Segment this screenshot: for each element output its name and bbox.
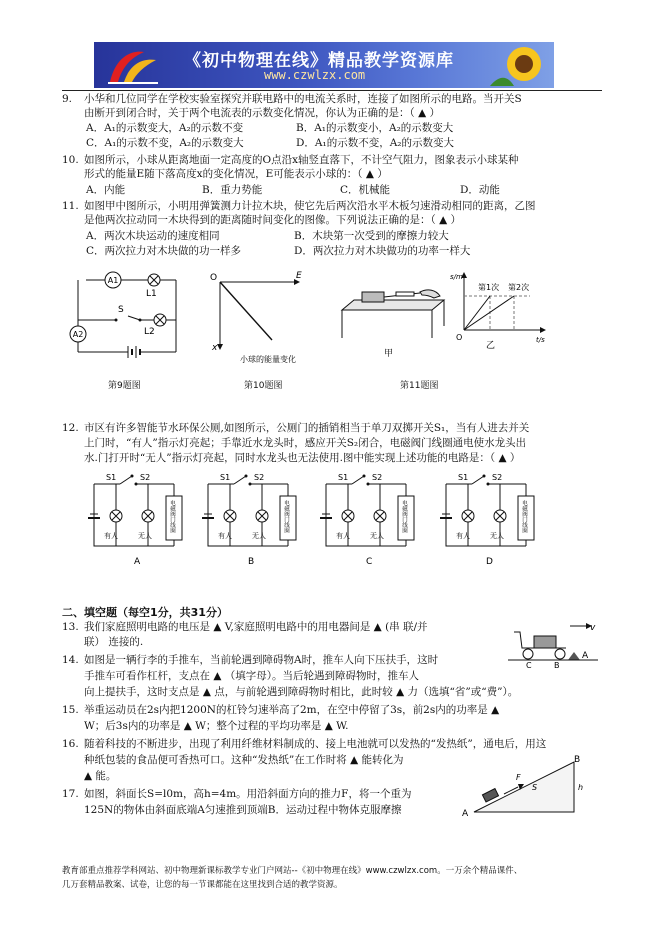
svg-text:A2: A2 [72,330,84,339]
valve-coil-label: 电磁阀门线圈 [283,500,289,533]
option-d: D．动能 [460,184,500,196]
lamp-vacant-label: 无人 [370,532,384,540]
question-13: 13. 我们家庭照明电路的电压是 ▲ V,家庭照明电路中的用电器间是 ▲ (串 联/并 联） 连接的. [62,621,428,648]
switch-s2-label: S2 [140,473,151,482]
option-c: C．两次拉力对木块做的功一样多 [86,245,242,257]
question-text: 我们家庭照明电路的电压是 ▲ V,家庭照明电路中的用电器间是 ▲ (串 联/并 [84,621,428,633]
question-14: 14. 如图是一辆行李的手推车，当前轮遇到障碍物A时，推车人向下压扶手，这时 手推车可看作杠杆，支点在 ▲ （填字母）。当后轮遇到障碍物时，推车人 向上提扶手，这时支点是 ▲ 点，与前轮遇到障碍物时相比，此时较 ▲ 力（选填“省”或“费”）。 [62,654,519,698]
label-yi: 乙 [486,341,496,351]
lamp-vacant [374,510,386,522]
switch-s2-label: S2 [372,473,383,482]
option-b: B．重力势能 [202,184,263,196]
origin-label: O [210,273,218,283]
switch-s2-label: S2 [254,473,265,482]
label-a: A [462,809,469,819]
question-text: 水.门打开时“无人”指示灯亮起，同时水龙头也无法使用.图中能实现上述功能的电路是：（ ▲ ） [84,452,521,464]
lamp-vacant-label: 无人 [490,532,504,540]
svg-text:L1: L1 [146,289,157,299]
switch-s1-label: S1 [338,473,349,482]
circuit-b [200,470,306,568]
lamp-occupied-label: 有人 [336,532,350,540]
figure-11-apparatus [336,280,448,364]
figure-10-graph [206,268,316,366]
question-9: 9. 小华和几位同学在学校实验室探究并联电路中的电流关系时，连接了如图所示的电路。当开关S 由断开到闭合时，关于两个电流表的示数变化情况，你认为正确的是：（ ▲ ） A．A₁的示数变大，A₂的示数不变 B．A₁的示数变小，A₂的示数变大 C．A₁的示数不变，A₂的示数变大 D．A₁的示数不变，A₂的示数变大 [62,93,522,149]
legend-second: 第2次 [508,283,530,292]
origin-label: O [456,333,463,342]
footer-line-1: 教育部重点推荐学科网站、初中物理新课标教学专业门户网站--《初中物理在线》www.czwlzx.com。一万余个精品课件、 [62,866,523,876]
lamp-occupied-label: 有人 [218,532,232,540]
question-text: 小华和几位同学在学校实验室探究并联电路中的电流关系时，连接了如图所示的电路。当开关S [84,93,522,105]
svg-text:L2: L2 [144,327,155,337]
option-c: C．机械能 [340,184,391,196]
lamp-vacant [142,510,154,522]
figure-17-incline [460,754,590,822]
label-a: A [582,651,589,661]
figure-11-caption: 第11题图 [400,381,439,391]
question-text: ▲ 能。 [84,770,117,782]
s-axis-label: s/m [450,273,463,281]
circuit-c [318,470,424,568]
lamp-occupied-label: 有人 [104,532,118,540]
ammeter-a1 [105,272,121,288]
circuit-d [438,470,544,568]
question-11: 11. 如图甲中图所示，小明用弹簧测力计拉木块，使它先后两次沿水平木板匀速滑动相同的距离，乙图 是他两次拉动同一木块得到的距离随时间变化的图像。下列说法正确的是：（ ▲ ） A．两次木块运动的速度相同 B．木块第一次受到的摩擦力较大 C．两次拉力对木块做的功一样多 D．两次拉力对木块做功的功率一样大 [62,200,536,257]
circuit-option-label: A [134,557,141,567]
lamp-vacant [256,510,268,522]
valve-coil-label: 电磁阀门线圈 [401,500,407,533]
header-banner [94,42,554,88]
lamp-occupied-label: 有人 [456,532,470,540]
length-label: S [532,783,538,792]
lamp-l2 [144,314,166,337]
figure-14-hand-truck [508,618,600,668]
question-text: 是他两次拉动同一木块得到的距离随时间变化的图像。下列说法正确的是：（ ▲ ） [84,214,461,226]
lamp-occupied [224,510,236,522]
circuit-option-label: C [366,557,373,567]
header-rule [62,90,602,91]
lamp-occupied [110,510,122,522]
question-text: 如图，斜面长S=l0m，高h=4m。用沿斜面方向的推力F，将一个重为 [84,788,412,800]
svg-text:A1: A1 [107,276,119,285]
lamp-occupied [342,510,354,522]
force-label: F [516,773,521,782]
question-text: 联） 连接的. [84,636,144,648]
switch-s1-label: S1 [220,473,231,482]
logo-icon [102,46,172,86]
question-text: 手推车可看作杠杆，支点在 ▲ （填字母）。当后轮遇到障碍物时，推车人 [84,670,419,682]
footer-line-2: 几万套精品教案、试卷，让您的每一节课都能在这里找到合适的教学资源。 [62,880,343,890]
svg-text:S: S [118,305,124,315]
question-10: 10. 如图所示，小球从距离地面一定高度的O点沿x轴竖直落下，不计空气阻力，图象表示小球某种 形式的能量E随下落高度x的变化情况，E可能表示小球的：（ ▲ ） A．内能 B．重力势能 C．机械能 D．动能 [62,154,519,196]
option-a: A．内能 [86,184,126,196]
label-jia: 甲 [384,349,394,359]
question-text: W；后3s内的功率是 ▲ W；整个过程的平均功率是 ▲ W. [84,720,349,732]
circuit-option-label: D [486,557,493,567]
question-text: 种纸包装的食品便可香热可口。这种“发热纸”在工作时将 ▲ 能转化为 [84,754,404,766]
question-text: 上门时，“有人”指示灯亮起；手靠近水龙头时，感应开关S₂闭合，电磁阀门线圈通电使水龙头出 [84,437,527,449]
question-16: 16. 随着科技的不断进步，出现了利用纤维材料制成的、接上电池就可以发热的“发热纸”，通电后，用这 种纸包装的食品便可香热可口。这种“发热纸”在工作时将 ▲ 能转化为 ▲ 能。 [62,738,547,782]
height-axis-label: x [212,343,218,353]
velocity-label: v [590,623,596,633]
label-b: B [554,661,560,668]
option-d: D．两次拉力对木块做功的功率一样大 [294,245,471,257]
option-b: B．A₁的示数变小，A₂的示数变大 [296,122,454,134]
lamp-occupied [462,510,474,522]
question-17: 17. 如图，斜面长S=l0m，高h=4m。用沿斜面方向的推力F，将一个重为 125N的物体由斜面底端A匀速推到顶端B．运动过程中物体克服摩擦 [62,788,412,816]
switch-s2-label: S2 [492,473,503,482]
legend-first: 第1次 [478,283,500,292]
question-12-circuits [86,470,606,570]
option-c: C．A₁的示数不变，A₂的示数变大 [86,137,244,149]
banner-title: 《初中物理在线》精品教学资源库 [184,51,454,71]
label-c: C [526,661,532,668]
question-text: 由断开到闭合时，关于两个电流表的示数变化情况，你认为正确的是：（ ▲ ） [84,107,440,119]
question-text: 如图所示，小球从距离地面一定高度的O点沿x轴竖直落下，不计空气阻力，图象表示小球某种 [84,154,519,166]
question-12: 12. 市区有许多智能节水环保公厕,如图所示，公厕门的插销相当于单刀双掷开关S₁，当有人进去并关 上门时，“有人”指示灯亮起；手靠近水龙头时，感应开关S₂闭合，电磁阀门线圈通电使水龙头出 水.门打开时“无人”指示灯亮起，同时水龙头也无法使用.图中能实现上述功能的电路是：（ ▲ ） [62,422,530,464]
switch-s1-label: S1 [458,473,469,482]
figure-9-caption: 第9题图 [108,381,141,391]
circuit-option-label: B [248,557,255,567]
battery-icon [128,346,140,358]
figure-11-st-graph [450,270,550,366]
lamp-vacant-label: 无人 [138,532,152,540]
sunflower-icon [490,44,550,86]
section-title: 二、填空题（每空1分，共31分） [62,606,228,619]
graph-label: 小球的能量变化 [240,355,296,364]
question-text: 形式的能量E随下落高度x的变化情况，E可能表示小球的：（ ▲ ） [84,168,388,180]
banner-url[interactable]: www.czwlzx.com [264,68,366,82]
question-text: 125N的物体由斜面底端A匀速推到顶端B．运动过程中物体克服摩擦 [84,804,402,816]
question-text: 如图甲中图所示，小明用弹簧测力计拉木块，使它先后两次沿水平木板匀速滑动相同的距离，乙图 [84,200,536,212]
circuit-a [86,470,192,568]
question-text: 随着科技的不断进步，出现了利用纤维材料制成的、接上电池就可以发热的“发热纸”，通电后，用这 [84,738,547,750]
question-text: 向上提扶手，这时支点是 ▲ 点，与前轮遇到障碍物时相比，此时较 ▲ 力（选填“省”或“费”）。 [84,686,519,698]
t-axis-label: t/s [536,336,545,344]
lamp-vacant-label: 无人 [252,532,266,540]
option-b: B．木块第一次受到的摩擦力较大 [294,230,449,242]
valve-coil-label: 电磁阀门线圈 [169,500,175,533]
line-second-trial [464,296,514,330]
option-a: A．A₁的示数变大，A₂的示数不变 [86,122,244,134]
energy-axis-label: E [296,271,302,281]
height-label: h [578,783,584,792]
label-b: B [574,755,581,765]
figure-10-caption: 第10题图 [244,381,283,391]
lamp-l1 [146,274,160,299]
option-a: A．两次木块运动的速度相同 [86,230,220,242]
question-15: 15. 举重运动员在2s内把1200N的杠铃匀速举高了2m，在空中停留了3s，前2s内的功率是 ▲ W；后3s内的功率是 ▲ W；整个过程的平均功率是 ▲ W. [62,704,500,732]
valve-coil-label: 电磁阀门线圈 [521,500,527,533]
question-text: 如图是一辆行李的手推车，当前轮遇到障碍物A时，推车人向下压扶手，这时 [84,654,439,666]
line-first-trial [464,296,490,330]
option-d: D．A₁的示数不变，A₂的示数变大 [296,137,455,149]
figure-9-circuit [68,268,186,360]
ammeter-a2 [70,326,86,342]
question-text: 市区有许多智能节水环保公厕,如图所示，公厕门的插销相当于单刀双掷开关S₁，当有人进去并关 [84,422,530,434]
question-text: 举重运动员在2s内把1200N的杠铃匀速举高了2m，在空中停留了3s，前2s内的功率是 ▲ [84,704,500,716]
lamp-vacant [494,510,506,522]
switch-s1-label: S1 [106,473,117,482]
